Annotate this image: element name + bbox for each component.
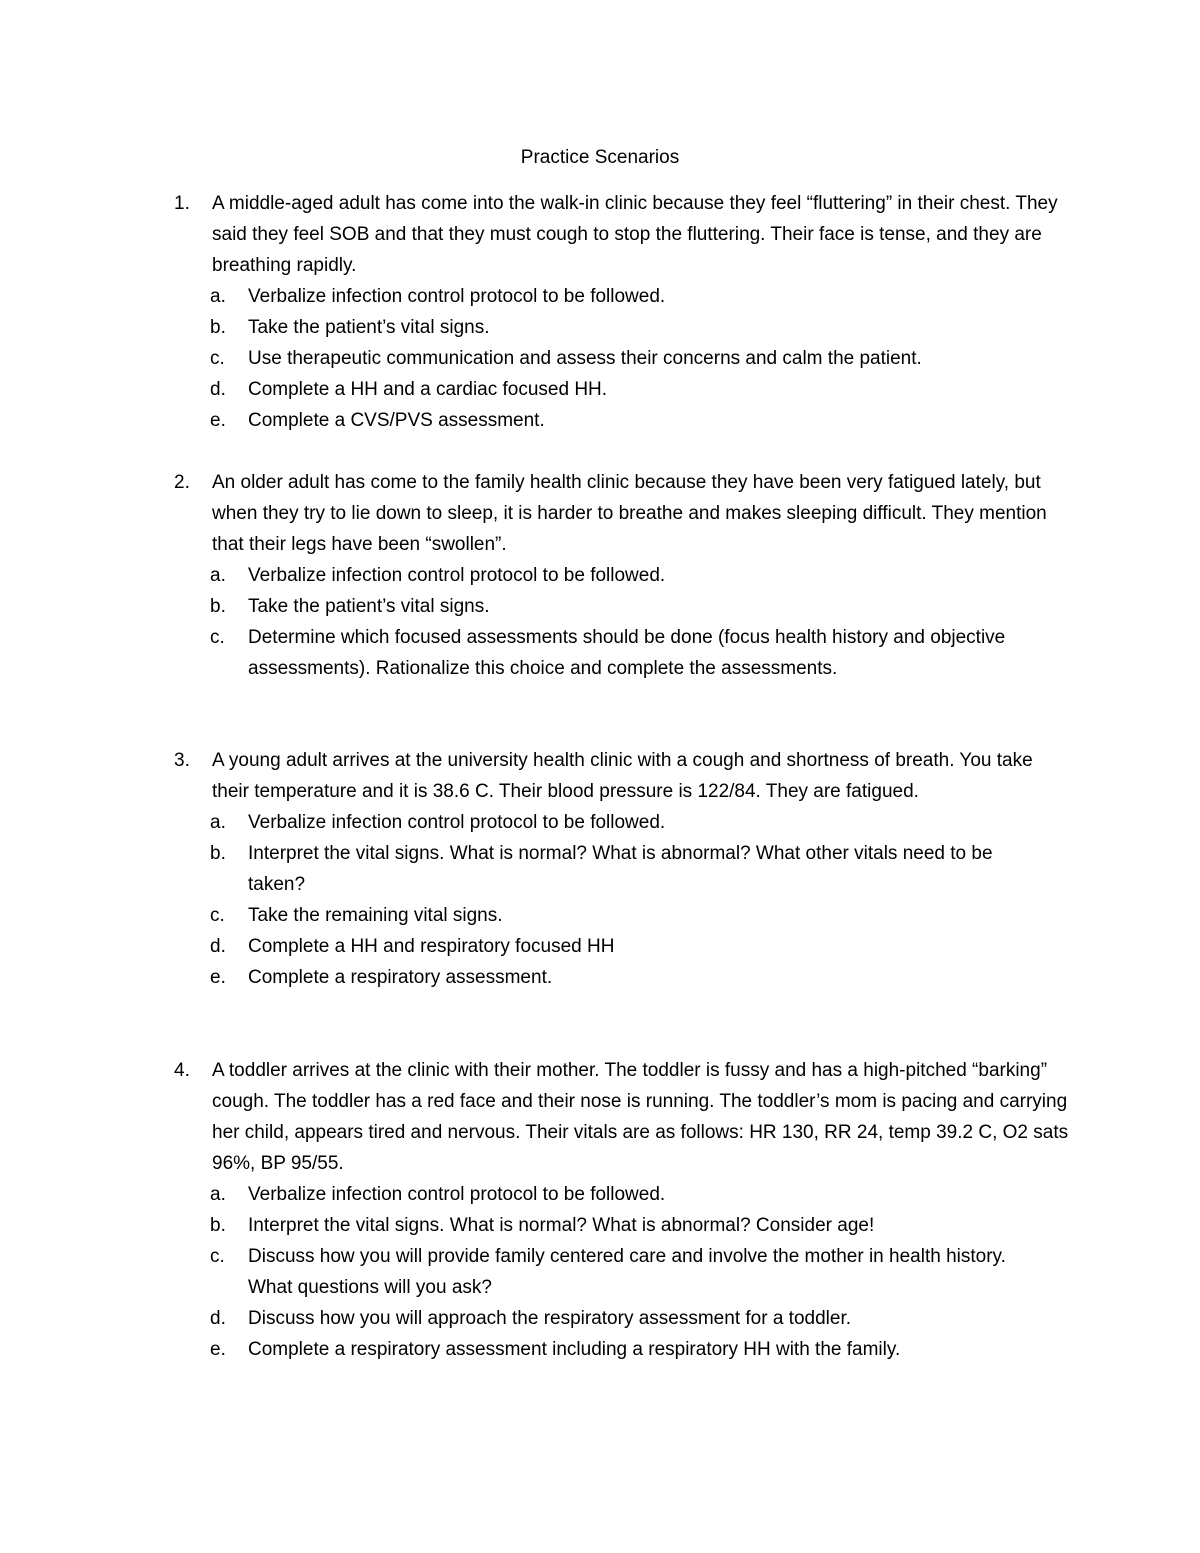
task-item bbox=[210, 591, 1048, 622]
task-item bbox=[210, 622, 1048, 684]
task-list bbox=[174, 560, 1074, 684]
task-letter: b. bbox=[210, 843, 226, 864]
task-text: Verbalize infection control protocol to be followed. bbox=[248, 812, 666, 833]
task-item bbox=[210, 838, 1048, 900]
task-text: Determine which focused assessments should be done (focus health history and objective assessments). Rationalize this choice and complete the assessments. bbox=[248, 627, 1006, 679]
task-text: Complete a HH and respiratory focused HH bbox=[248, 936, 615, 957]
task-text: Interpret the vital signs. What is normal? What is abnormal? Consider age! bbox=[248, 1215, 875, 1236]
task-item bbox=[210, 405, 1048, 436]
task-text: Complete a CVS/PVS assessment. bbox=[248, 410, 545, 431]
task-text: Use therapeutic communication and assess their concerns and calm the patient. bbox=[248, 348, 922, 369]
task-item bbox=[210, 1241, 1048, 1303]
scenario-3 bbox=[174, 745, 1074, 993]
task-item bbox=[210, 374, 1048, 405]
task-letter: c. bbox=[210, 348, 225, 369]
scenario-text: A toddler arrives at the clinic with their mother. The toddler is fussy and has a high-pitched “barking” cough. The toddler has a red face and their nose is running. The toddler’s mom is pacing and carrying her child, appears tired and nervous. Their vitals are as follows: HR 130, RR 24, temp 39.2 C, O2 sats 96%, BP 95/55. bbox=[212, 1060, 1069, 1174]
scenario-number: 3. bbox=[174, 750, 190, 771]
task-letter: a. bbox=[210, 286, 226, 307]
task-item bbox=[210, 931, 1048, 962]
task-text: Verbalize infection control protocol to be followed. bbox=[248, 286, 666, 307]
task-text: Interpret the vital signs. What is normal? What is abnormal? What other vitals need to be taken? bbox=[248, 843, 993, 895]
scenario-2 bbox=[174, 467, 1074, 684]
task-text: Discuss how you will approach the respiratory assessment for a toddler. bbox=[248, 1308, 851, 1329]
task-item bbox=[210, 281, 1048, 312]
task-letter: c. bbox=[210, 627, 225, 648]
task-item bbox=[210, 1303, 1048, 1334]
task-letter: c. bbox=[210, 1246, 225, 1267]
scenario-1 bbox=[174, 188, 1074, 436]
task-item bbox=[210, 807, 1048, 838]
task-item bbox=[210, 962, 1048, 993]
task-text: Complete a HH and a cardiac focused HH. bbox=[248, 379, 608, 400]
page-title: Practice Scenarios bbox=[520, 147, 680, 168]
scenario-text: An older adult has come to the family health clinic because they have been very fatigued lately, but when they try to lie down to sleep, it is harder to breathe and makes sleeping difficult. They mention that their legs have been “swollen”. bbox=[212, 472, 1047, 555]
task-letter: a. bbox=[210, 565, 226, 586]
task-text: Discuss how you will provide family centered care and involve the mother in health history. What questions will you ask? bbox=[248, 1246, 1006, 1298]
task-letter: a. bbox=[210, 812, 226, 833]
task-letter: d. bbox=[210, 379, 226, 400]
task-item bbox=[210, 343, 1048, 374]
task-text: Take the remaining vital signs. bbox=[248, 905, 503, 926]
scenario-text: A young adult arrives at the university health clinic with a cough and shortness of breath. You take their temperature and it is 38.6 C. Their blood pressure is 122/84. They are fatigued. bbox=[212, 750, 1033, 802]
scenario-number: 4. bbox=[174, 1060, 190, 1081]
task-letter: b. bbox=[210, 317, 226, 338]
scenario-number: 2. bbox=[174, 472, 190, 493]
task-item bbox=[210, 1210, 1048, 1241]
task-item bbox=[210, 1334, 1048, 1365]
task-text: Take the patient’s vital signs. bbox=[248, 317, 490, 338]
scenario-text: A middle-aged adult has come into the walk-in clinic because they feel “fluttering” in their chest. They said they feel SOB and that they must cough to stop the fluttering. Their face is tense, and they are breathing rapidly. bbox=[212, 193, 1058, 276]
task-item bbox=[210, 900, 1048, 931]
task-letter: d. bbox=[210, 1308, 226, 1329]
task-letter: b. bbox=[210, 596, 226, 617]
task-text: Complete a respiratory assessment. bbox=[248, 967, 553, 988]
task-list bbox=[174, 1179, 1074, 1365]
task-letter: d. bbox=[210, 936, 226, 957]
scenario-4 bbox=[174, 1055, 1074, 1365]
task-letter: c. bbox=[210, 905, 225, 926]
task-letter: a. bbox=[210, 1184, 226, 1205]
task-item bbox=[210, 312, 1048, 343]
task-text: Verbalize infection control protocol to be followed. bbox=[248, 565, 666, 586]
task-text: Complete a respiratory assessment including a respiratory HH with the family. bbox=[248, 1339, 901, 1360]
task-text: Verbalize infection control protocol to be followed. bbox=[248, 1184, 666, 1205]
task-letter: b. bbox=[210, 1215, 226, 1236]
scenario-number: 1. bbox=[174, 193, 190, 214]
task-list bbox=[174, 807, 1074, 993]
task-item bbox=[210, 560, 1048, 591]
task-letter: e. bbox=[210, 967, 226, 988]
task-list bbox=[174, 281, 1074, 436]
task-text: Take the patient’s vital signs. bbox=[248, 596, 490, 617]
task-item bbox=[210, 1179, 1048, 1210]
task-letter: e. bbox=[210, 1339, 226, 1360]
task-letter: e. bbox=[210, 410, 226, 431]
